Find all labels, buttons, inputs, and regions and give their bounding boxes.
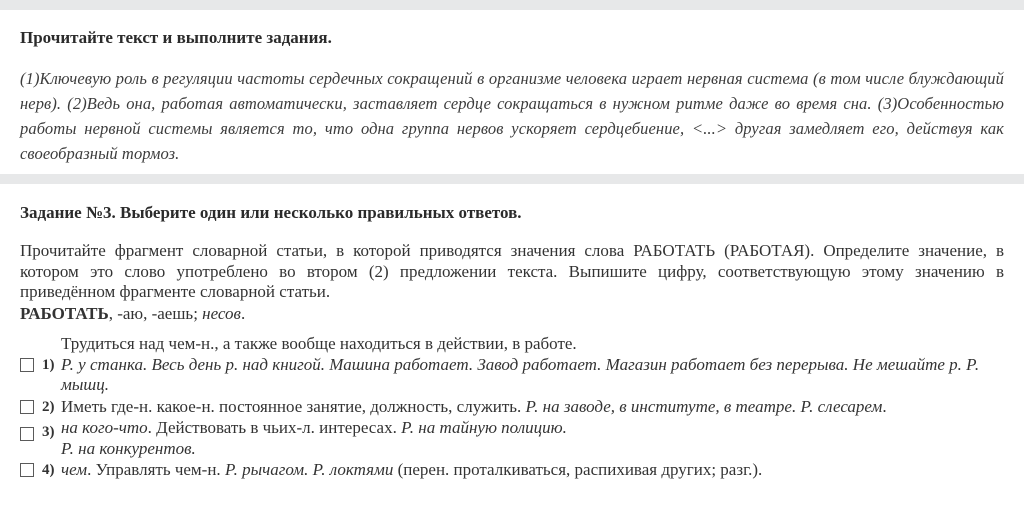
answer-option-2 [20, 397, 1004, 418]
option-4-remark: (перен. проталкиваться, распихивая других; разг.). [397, 460, 763, 479]
answer-option-3 [20, 418, 1004, 459]
option-4-checkbox[interactable] [20, 463, 34, 477]
option-4-definition: . Управлять чем-н. [87, 460, 221, 479]
option-2-checkbox[interactable] [20, 400, 34, 414]
section-divider [0, 174, 1024, 184]
option-2-definition: Иметь где-н. какое-н. постоянное занятие, должность, служить. [61, 396, 522, 416]
option-4-text [61, 460, 1004, 481]
option-3-checkbox[interactable] [20, 427, 34, 441]
task-card [0, 184, 1024, 481]
option-1-examples: Р. у станка. Весь день р. над книгой. Машина работает. Завод работает. Магазин работает без перерыва. Не мешайте р. Р. мышц. [61, 354, 980, 394]
option-2-period: . [882, 396, 887, 416]
option-3-government: на кого-что [61, 418, 148, 437]
reading-text-card [0, 10, 1024, 166]
task-heading: Задание №3. Выберите один или несколько правильных ответов. [20, 203, 522, 222]
top-divider [0, 0, 1024, 10]
option-2-text [61, 397, 1004, 418]
aspect-note: несов [202, 303, 241, 323]
option-4-number: 4) [42, 462, 55, 478]
option-1-number: 1) [42, 356, 55, 373]
answer-option-4 [20, 460, 1004, 481]
option-1-checkbox[interactable] [20, 358, 34, 372]
option-3-number: 3) [42, 424, 55, 440]
option-2-examples: Р. на заводе, в институте, в театре. Р. слесарем [525, 396, 883, 416]
text-passage: (1)Ключевую роль в регуляции частоты сердечных сокращений в организме человека играет нервная система (в том числе блуждающий нерв). (2)Ведь она, работая автоматически, заставляет сердце сокращаться в нужном ритме даже во время сна. (3)Особенностью работы нервной системы является то, что одна группа нервов ускоряет сердцебиение, <...> другая замедляет его, действуя как своеобразный тормоз. [20, 69, 1004, 163]
option-2-number: 2) [42, 398, 55, 415]
option-4-examples: Р. рычагом. Р. локтями [224, 460, 394, 479]
option-3-definition: . Действовать в чьих-л. интересах. [147, 418, 397, 437]
option-3-examples-1: Р. на тайную полицию. [401, 418, 567, 437]
dictionary-entry-header [20, 303, 1004, 324]
option-3-text [61, 418, 1004, 459]
task-instruction: Прочитайте фрагмент словарной статьи, в которой приводятся значения слова РАБОТАТЬ (РАБОТАЯ). Определите значение, в котором это слово употреблено во втором (2) предложении текста. Выпишите цифру, соответствующую этому значению в приведённом фрагменте словарной статьи. [20, 241, 1004, 301]
headword: РАБОТАТЬ [20, 303, 109, 323]
meaning-lead-line: Трудиться над чем-н., а также вообще находиться в действии, в работе. [61, 333, 577, 353]
answer-option-1 [20, 355, 1004, 396]
headword-forms: , -аю, -аешь; [108, 303, 203, 323]
option-1-text [61, 355, 1004, 396]
option-4-government: чем [61, 460, 88, 479]
entry-period: . [240, 303, 246, 323]
option-3-examples-2: Р. на конкурентов. [61, 438, 196, 458]
text-heading: Прочитайте текст и выполните задания. [20, 28, 332, 47]
